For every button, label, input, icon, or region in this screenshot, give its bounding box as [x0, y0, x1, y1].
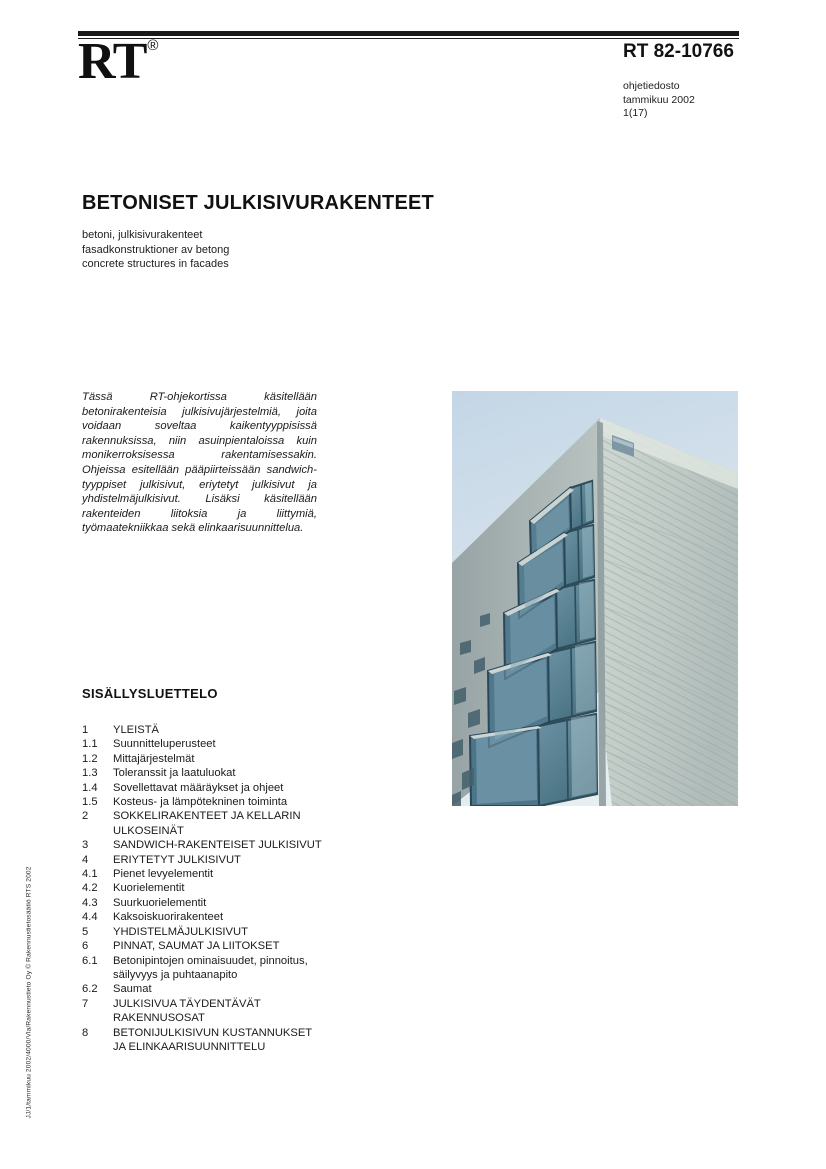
- keywords-finnish: betoni, julkisivurakenteet: [82, 229, 203, 241]
- toc-entry[interactable]: [82, 997, 327, 1026]
- toc-entry[interactable]: [82, 838, 327, 852]
- toc-entry-label: YLEISTÄ: [113, 724, 160, 736]
- toc-entry-number: 1.4: [82, 781, 98, 794]
- toc-entry[interactable]: [82, 939, 327, 953]
- toc-entry-label: YHDISTELMÄJULKISIVUT: [113, 925, 248, 938]
- toc-entry[interactable]: [82, 910, 327, 924]
- toc-entry-label: Kaksoiskuorirakenteet: [113, 911, 224, 924]
- toc-entry-number: 4.2: [82, 882, 98, 895]
- toc-entry-number: 6: [82, 940, 89, 953]
- keywords-english: concrete structures in facades: [82, 258, 229, 270]
- toc-entry[interactable]: [82, 752, 327, 766]
- toc-entry-label: PINNAT, SAUMAT JA LIITOKSET: [113, 940, 280, 953]
- toc-entry-number: 3: [82, 839, 89, 852]
- toc-entry-label: Kuorielementit: [113, 882, 185, 895]
- toc-entry[interactable]: [82, 1026, 327, 1055]
- abstract-block: [82, 390, 317, 536]
- toc-entry[interactable]: [82, 982, 327, 996]
- toc-entry-number: 7: [82, 997, 89, 1010]
- contents-heading: SISÄLLYSLUETTELO: [82, 686, 218, 701]
- document-page-number: 1(17): [623, 107, 648, 119]
- toc-entry-label: Mittajärjestelmät: [113, 752, 195, 765]
- toc-entry-number: 1.3: [82, 767, 98, 780]
- table-of-contents: [82, 723, 327, 1054]
- toc-entry-label: Suurkuorielementit: [113, 896, 207, 909]
- toc-entry-label: Kosteus- ja lämpötekninen toiminta: [113, 796, 288, 809]
- toc-entry-number: 2: [82, 810, 89, 823]
- toc-entry-label: SOKKELIRAKENTEET JA KELLARIN ULKOSEINÄT: [113, 810, 301, 837]
- toc-entry-label: Saumat: [113, 983, 152, 996]
- toc-entry[interactable]: [82, 954, 327, 983]
- document-meta: [623, 80, 695, 121]
- document-type: ohjetiedosto: [623, 80, 680, 92]
- registered-trademark-icon: ®: [147, 36, 159, 54]
- abstract-text: Tässä RT-ohjekortissa käsitellään betonirakenteisia julkisivujärjestelmiä, joita voidaan soveltaa kaikentyyppisissä rakennuksissa, niin asuinpientaloissa kuin monikerroksisessa rakentamisessakin. Ohjeissa esitellään pääpiirteissään sandwich-tyyppiset julkisivut, eriytetyt julkisivut ja yhdistelmäjulkisivut. Lisäksi käsitellään rakenteiden liitoksia ja liittymiä, työmaatekniikkaa sekä elinkaarisuunnittelua.: [82, 391, 317, 535]
- toc-entry-number: 1.5: [82, 796, 98, 809]
- toc-entry-number: 1: [82, 724, 89, 736]
- toc-entry-label: BETONIJULKISIVUN KUSTANNUKSET JA ELINKAARISUUNNITTELU: [113, 1026, 312, 1053]
- toc-entry[interactable]: [82, 925, 327, 939]
- toc-entry[interactable]: [82, 809, 327, 838]
- header-rule-thick: [78, 31, 739, 36]
- toc-entry[interactable]: [82, 853, 327, 867]
- toc-entry[interactable]: [82, 723, 327, 737]
- toc-entry-number: 1.1: [82, 738, 98, 751]
- rt-logo: [78, 33, 159, 90]
- toc-entry-label: Pienet levyelementit: [113, 868, 214, 881]
- keywords-swedish: fasadkonstruktioner av betong: [82, 243, 230, 256]
- toc-entry-label: Sovellettavat määräykset ja ohjeet: [113, 781, 284, 794]
- toc-entry-label: Toleranssit ja laatuluokat: [113, 767, 236, 780]
- toc-entry-number: 6.1: [82, 954, 98, 967]
- document-date: tammikuu 2002: [623, 93, 695, 106]
- publisher-imprint: JJ/1/tammikuu 2002/4000/Vla/Rakennustieto Oy © Rakennustietosäätiö RTS 2002: [25, 866, 33, 1119]
- toc-entry-label: Suunnitteluperusteet: [113, 738, 216, 751]
- toc-entry[interactable]: [82, 896, 327, 910]
- toc-entry[interactable]: [82, 867, 327, 881]
- keyword-list: [82, 228, 229, 272]
- toc-entry-number: 4.1: [82, 868, 98, 881]
- toc-entry-label: SANDWICH-RAKENTEISET JULKISIVUT: [113, 839, 322, 852]
- toc-entry-number: 4: [82, 853, 89, 866]
- toc-entry[interactable]: [82, 795, 327, 809]
- page-title: BETONISET JULKISIVURAKENTEET: [82, 192, 434, 214]
- toc-entry-number: 1.2: [82, 752, 98, 765]
- toc-entry-label: Betonipintojen ominaisuudet, pinnoitus, säilyvyys ja puhtaanapito: [113, 954, 308, 981]
- facade-photograph-graphic: [452, 391, 738, 806]
- toc-entry-number: 8: [82, 1026, 89, 1039]
- toc-entry[interactable]: [82, 781, 327, 795]
- rt-logo-text: RT: [78, 33, 147, 90]
- toc-entry[interactable]: [82, 737, 327, 751]
- toc-entry-label: JULKISIVUA TÄYDENTÄVÄT RAKENNUSOSAT: [113, 997, 261, 1025]
- toc-entry-number: 4.3: [82, 896, 98, 909]
- toc-entry-number: 5: [82, 925, 89, 938]
- toc-entry[interactable]: [82, 766, 327, 780]
- facade-photograph: [452, 391, 738, 806]
- header-rule-thin: [78, 38, 739, 39]
- toc-entry[interactable]: [82, 881, 327, 895]
- toc-entry-label: ERIYTETYT JULKISIVUT: [113, 853, 241, 866]
- document-code: RT 82-10766: [623, 41, 734, 62]
- toc-entry-number: 4.4: [82, 911, 98, 924]
- toc-entry-number: 6.2: [82, 983, 98, 996]
